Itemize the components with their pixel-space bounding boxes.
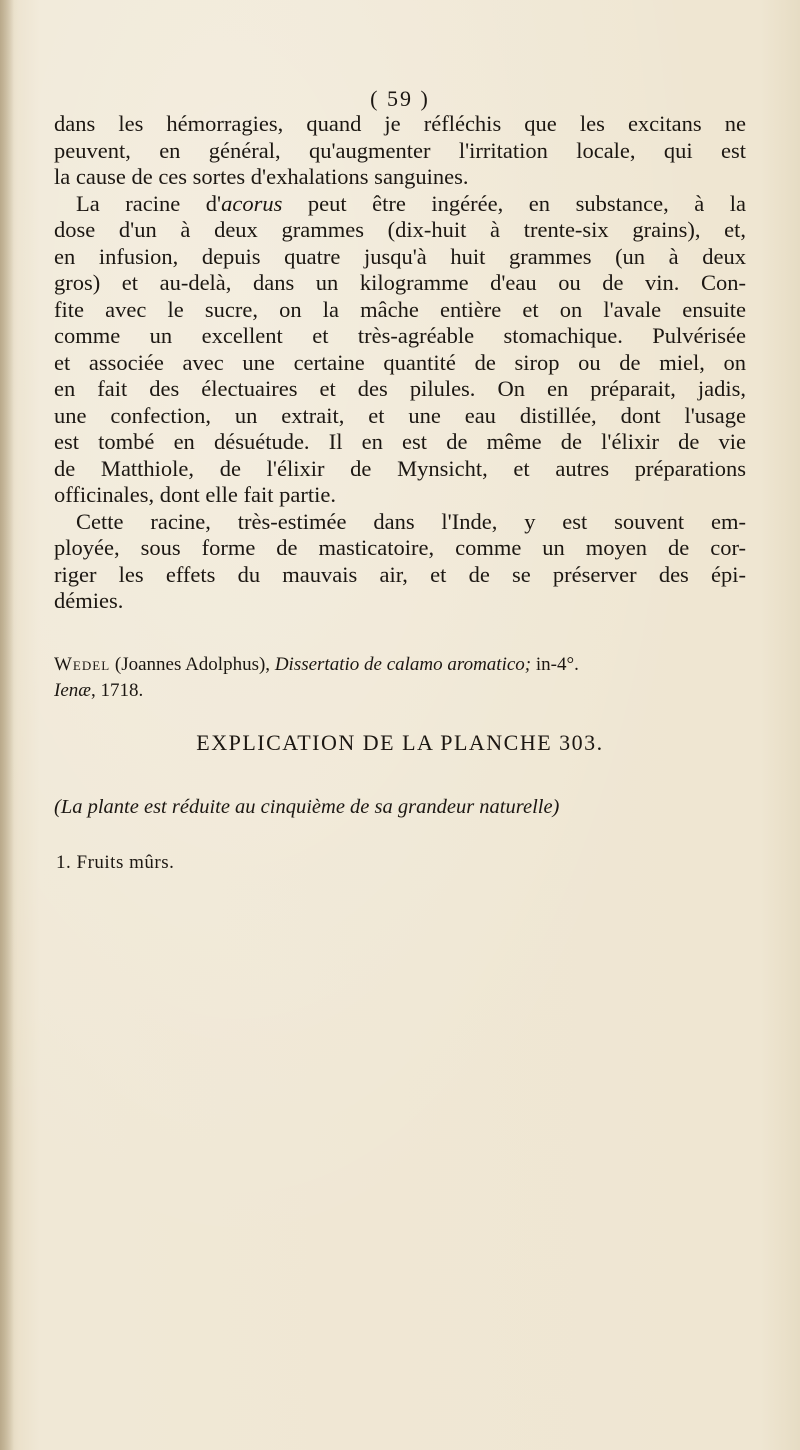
text-line: est tombé en désuétude. Il en est de même de l'élixir de vie	[54, 429, 746, 454]
paragraph-1	[54, 111, 746, 191]
text-line: fite avec le sucre, on la mâche entière et on l'avale ensuite	[54, 296, 746, 322]
main-text	[54, 111, 746, 615]
text-line: démies.	[54, 588, 124, 613]
paragraph-2	[54, 191, 746, 509]
bibliography-first-name: (Joannes Adolphus),	[114, 654, 271, 675]
text-line: gros) et au-delà, dans un kilogramme d'eau ou de vin. Con-	[54, 270, 746, 295]
text-line: en fait des électuaires et des pilules. On en préparait, jadis,	[54, 376, 746, 401]
text-line: comme un excellent et très-agréable stomachique. Pulvérisée	[54, 323, 746, 348]
text-line: peuvent, en général, qu'augmenter l'irritation locale, qui est	[54, 137, 746, 163]
text-line: en infusion, depuis quatre jusqu'à huit grammes (un à deux	[54, 243, 746, 269]
text-line: dans les hémorragies, quand je réfléchis que les excitans ne	[54, 111, 746, 136]
text-line: Cette racine, très-estimée dans l'Inde, y est souvent em-	[76, 508, 746, 534]
page-number: ( 59 )	[370, 86, 430, 111]
plate-caption: (La plante est réduite au cinquième de sa grandeur naturelle)	[54, 796, 560, 818]
text-line: officinales, dont elle fait partie.	[54, 482, 336, 507]
text-line: une confection, un extrait, et une eau distillée, dont l'usage	[54, 402, 746, 428]
binding-edge	[0, 0, 14, 1450]
bibliography-entry	[54, 652, 746, 704]
bibliography-place: Ienæ	[54, 680, 91, 701]
paragraph-3	[54, 509, 746, 615]
text-line: de Matthiole, de l'élixir de Mynsicht, et autres préparations	[54, 455, 746, 481]
bibliography-title: Dissertatio de calamo aromatico;	[274, 654, 532, 675]
plate-item: 1. Fruits mûrs.	[56, 852, 175, 873]
text-line: ployée, sous forme de masticatoire, comme un moyen de cor-	[54, 535, 746, 560]
bibliography-format: in-4°.	[535, 654, 579, 675]
bibliography-author: Wedel	[54, 654, 111, 675]
plate-heading: EXPLICATION DE LA PLANCHE 303.	[196, 730, 604, 755]
term-acorus: acorus	[221, 190, 283, 216]
text-line: riger les effets du mauvais air, et de se préserver des épi-	[54, 561, 746, 587]
text-line: la cause de ces sortes d'exhalations sanguines.	[54, 164, 469, 189]
bibliography-line	[54, 678, 746, 704]
text-line: et associée avec une certaine quantité de sirop ou de miel, on	[54, 349, 746, 375]
text-line: La racine d'acorus peut être ingérée, en substance, à la	[76, 190, 747, 216]
bibliography-year: , 1718.	[90, 680, 144, 701]
text-line: dose d'un à deux grammes (dix-huit à trente-six grains), et,	[54, 217, 746, 242]
bibliography-line	[54, 652, 746, 678]
